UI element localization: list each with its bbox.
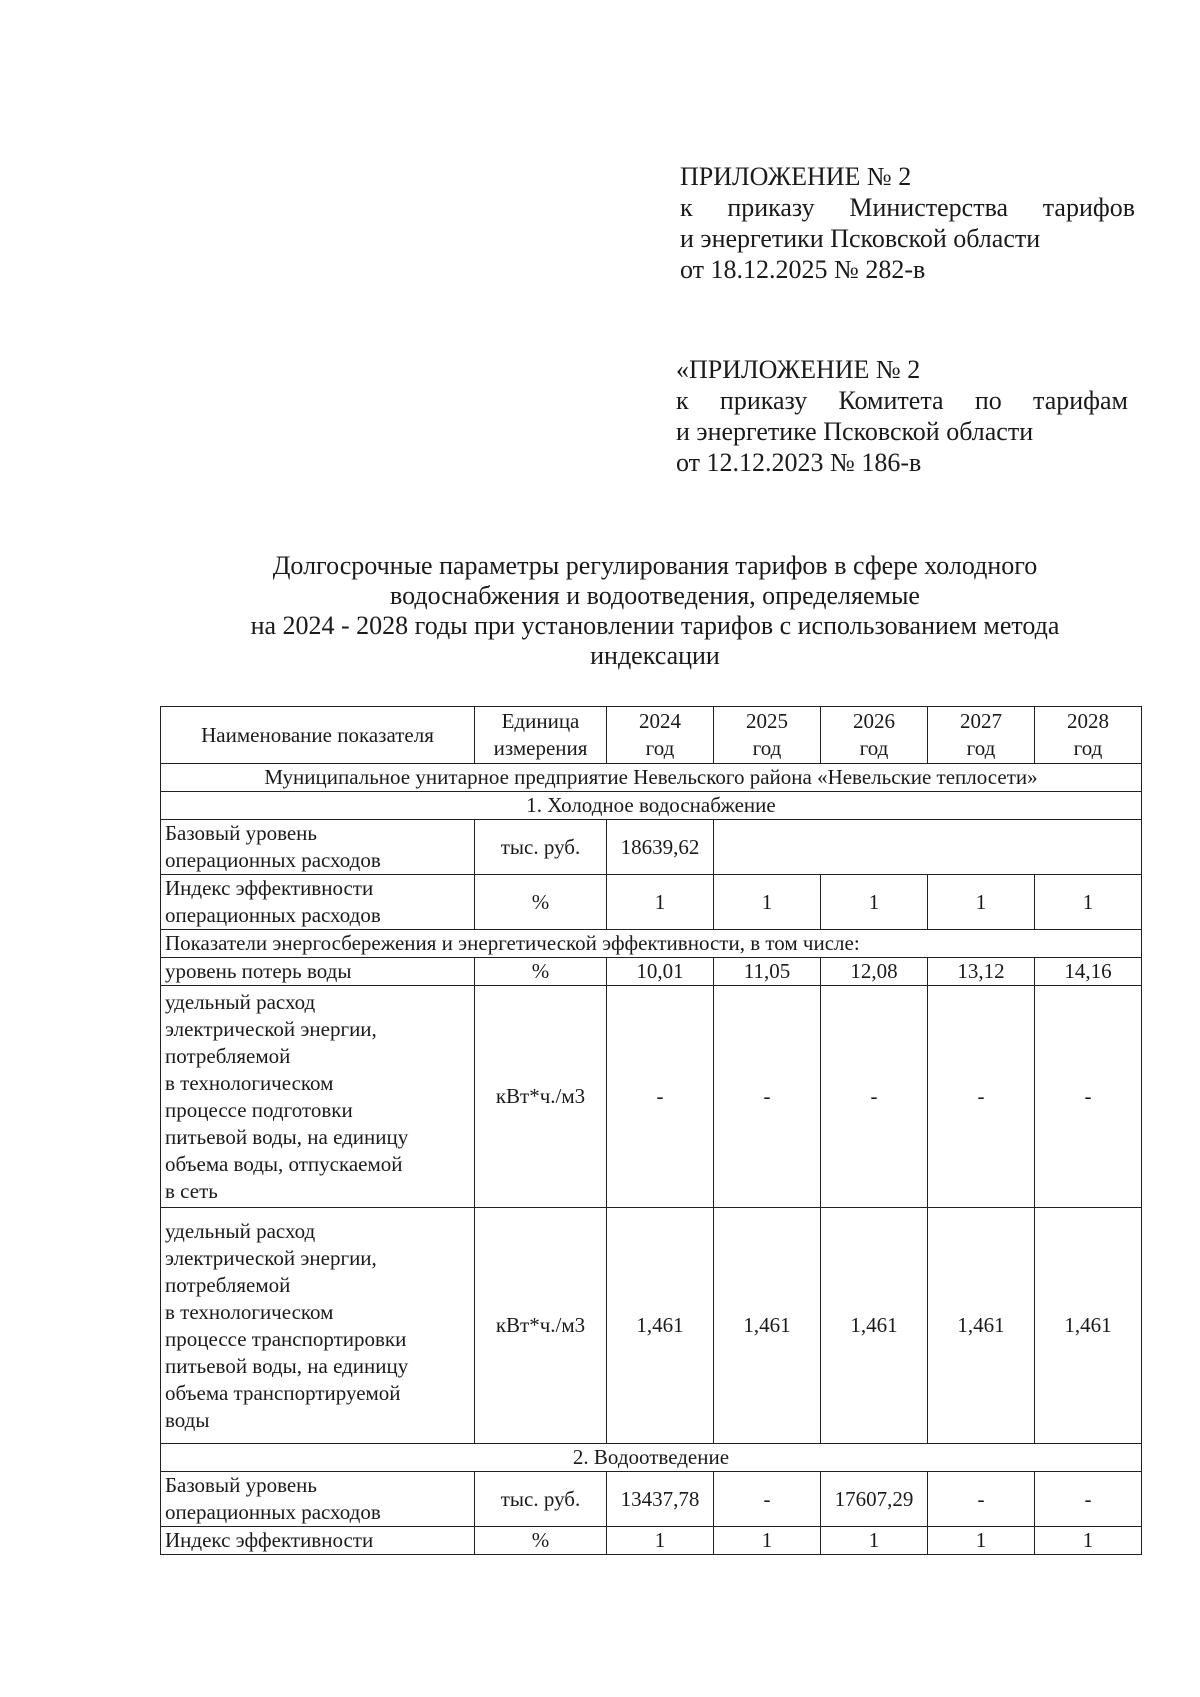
table-row — [161, 1444, 1142, 1472]
cell-value: - — [607, 986, 714, 1208]
header-year-2024: 2024 год — [607, 707, 714, 764]
row-label: удельный расход электрической энергии, потребляемой в технологическом процессе подготовки питьевой воды, на единицу объема воды, отпускаемой в сеть — [161, 986, 475, 1208]
title-line-1: Долгосрочные параметры регулирования тарифов в сфере холодного — [272, 551, 1038, 580]
row-unit: тыс. руб. — [475, 820, 607, 875]
header-order-line: к приказу Комитета по тарифам — [676, 386, 1128, 415]
cell-value: 10,01 — [607, 958, 714, 986]
row-label: Базовый уровень операционных расходов — [161, 1472, 475, 1527]
cell-value: 11,05 — [714, 958, 821, 986]
header-date-line: от 12.12.2023 № 186-в — [676, 448, 922, 477]
table-row — [161, 1527, 1142, 1555]
header-ministry-line: и энергетики Псковской области — [680, 224, 1041, 253]
cell-value: - — [928, 1472, 1035, 1527]
row-label: удельный расход электрической энергии, потребляемой в технологическом процессе транспортировки питьевой воды, на единицу объема транспортируемой воды — [161, 1208, 475, 1444]
organization-name: Муниципальное унитарное предприятие Невельского района «Невельские теплосети» — [161, 764, 1142, 792]
table-row — [161, 764, 1142, 792]
header-year-2025: 2025 год — [714, 707, 821, 764]
document-title — [190, 551, 1120, 671]
header-name: Наименование показателя — [161, 707, 475, 764]
cell-value: 1 — [714, 875, 821, 930]
cell-value: 14,16 — [1035, 958, 1142, 986]
cell-value: 1 — [821, 875, 928, 930]
cell-value: - — [1035, 986, 1142, 1208]
cell-value: - — [928, 986, 1035, 1208]
cell-value: 1,461 — [1035, 1208, 1142, 1444]
cell-value: 1 — [714, 1527, 821, 1555]
cell-value: 1 — [928, 875, 1035, 930]
cell-value: 1 — [607, 875, 714, 930]
cell-value: - — [1035, 1472, 1142, 1527]
row-label: уровень потерь воды — [161, 958, 475, 986]
table-row — [161, 1208, 1142, 1444]
cell-value: 1,461 — [821, 1208, 928, 1444]
cell-value: - — [714, 986, 821, 1208]
cell-value: 1,461 — [607, 1208, 714, 1444]
row-label: Индекс эффективности операционных расходов — [161, 875, 475, 930]
cell-value: 13437,78 — [607, 1472, 714, 1527]
cell-value: 1 — [1035, 875, 1142, 930]
header-committee-line: и энергетике Псковской области — [676, 417, 1034, 446]
header-title: «ПРИЛОЖЕНИЕ № 2 — [676, 355, 921, 384]
section-wastewater: 2. Водоотведение — [161, 1444, 1142, 1472]
cell-empty — [714, 820, 1142, 875]
row-unit: кВт*ч./м3 — [475, 1208, 607, 1444]
cell-value: 1 — [928, 1527, 1035, 1555]
table-row — [161, 958, 1142, 986]
table-row — [161, 792, 1142, 820]
appendix-header-current — [680, 161, 1135, 285]
cell-value: 1,461 — [928, 1208, 1035, 1444]
header-date-line: от 18.12.2025 № 282-в — [680, 255, 926, 284]
cell-value: 1,461 — [714, 1208, 821, 1444]
cell-value: 1 — [821, 1527, 928, 1555]
header-year-2028: 2028 год — [1035, 707, 1142, 764]
table-row — [161, 1472, 1142, 1527]
cell-value: 17607,29 — [821, 1472, 928, 1527]
cell-value: - — [821, 986, 928, 1208]
row-unit: тыс. руб. — [475, 1472, 607, 1527]
cell-value: 12,08 — [821, 958, 928, 986]
table-header-row — [161, 707, 1142, 764]
row-unit: % — [475, 1527, 607, 1555]
header-year-2026: 2026 год — [821, 707, 928, 764]
header-unit: Единица измерения — [475, 707, 607, 764]
cell-value: 18639,62 — [607, 820, 714, 875]
row-unit: % — [475, 875, 607, 930]
cell-value: 1 — [1035, 1527, 1142, 1555]
row-label: Базовый уровень операционных расходов — [161, 820, 475, 875]
appendix-header-original — [676, 354, 1128, 478]
title-line-2: водоснабжения и водоотведения, определяемые — [390, 581, 920, 610]
header-order-line: к приказу Министерства тарифов — [680, 193, 1135, 222]
row-label: Индекс эффективности — [161, 1527, 475, 1555]
cell-value: 1 — [607, 1527, 714, 1555]
parameters-table — [160, 706, 1142, 1555]
header-title: ПРИЛОЖЕНИЕ № 2 — [680, 162, 912, 191]
table-row — [161, 875, 1142, 930]
section-cold-water: 1. Холодное водоснабжение — [161, 792, 1142, 820]
table-row — [161, 986, 1142, 1208]
header-year-2027: 2027 год — [928, 707, 1035, 764]
title-line-4: индексации — [590, 641, 720, 670]
cell-value: 13,12 — [928, 958, 1035, 986]
table-row — [161, 820, 1142, 875]
row-unit: кВт*ч./м3 — [475, 986, 607, 1208]
row-unit: % — [475, 958, 607, 986]
table-row — [161, 930, 1142, 958]
cell-value: - — [714, 1472, 821, 1527]
energy-indicators-header: Показатели энергосбережения и энергетической эффективности, в том числе: — [161, 930, 1142, 958]
title-line-3: на 2024 - 2028 годы при установлении тарифов с использованием метода — [250, 611, 1060, 640]
